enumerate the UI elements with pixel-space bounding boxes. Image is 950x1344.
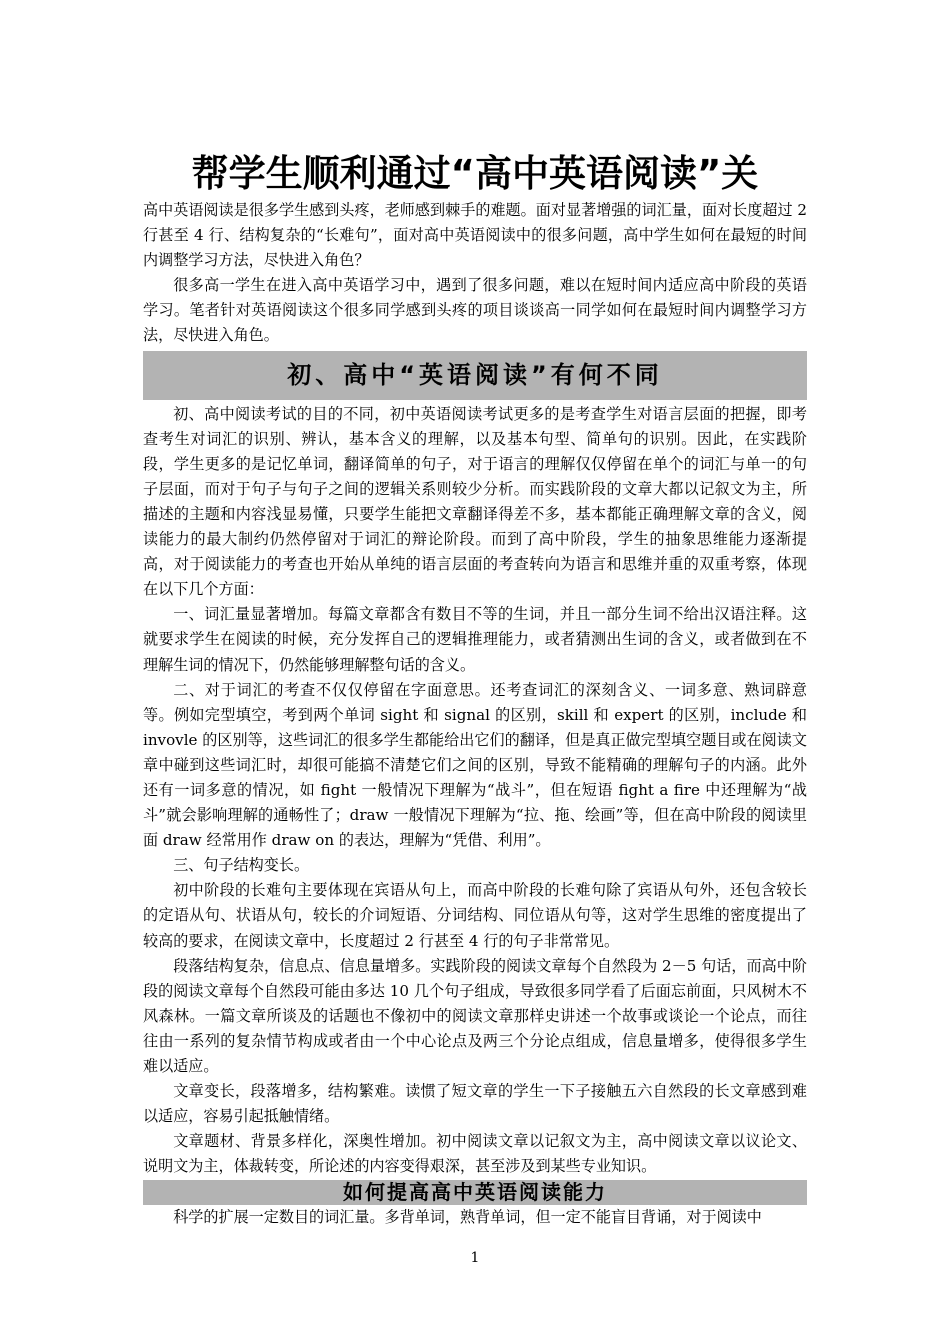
body-paragraph: 段落结构复杂，信息点、信息量增多。实践阶段的阅读文章每个自然段为 2－5 句话，而高中阶段的阅读文章每个自然段可能由多达 10 几个句子组成，导致很多同学看了后面忘前面，只风树木不风森林。一篇文章所谈及的话题也不像初中的阅读文章那样史讲述一个故事或谈论一个论点，而往往由一系列的复杂情节构成或者由一个中心论点及两三个分论点组成，信息量增多，使得很多学生难以适应。 — [143, 956, 807, 1075]
body-paragraph: 三、句子结构变长。 — [173, 856, 310, 875]
intro-paragraph: 很多高一学生在进入高中英语学习中，遇到了很多问题，难以在短时间内适应高中阶段的英语学习。笔者针对英语阅读这个很多同学感到头疼的项目谈谈高一同学如何在最短时间内调整学习方法，尽快进入角色。 — [143, 276, 807, 345]
document-title: 帮学生顺利通过“高中英语阅读”关 — [191, 152, 759, 195]
document-body — [143, 150, 807, 1231]
body-paragraph: 科学的扩展一定数目的词汇量。多背单词，熟背单词，但一定不能盲目背诵，对于阅读中 — [173, 1208, 762, 1227]
body-paragraph: 文章变长，段落增多，结构繁难。读惯了短文章的学生一下子接触五六自然段的长文章感到难以适应，容易引起抵触情绪。 — [143, 1082, 807, 1126]
body-paragraph: 初中阶段的长难句主要体现在宾语从句上，而高中阶段的长难句除了宾语从句外，还包含较长的定语从句、状语从句，较长的介词短语、分词结构、同位语从句等，这对学生思维的密度提出了较高的要求，在阅读文章中，长度超过 2 行甚至 4 行的句子非常常见。 — [143, 881, 807, 950]
page-number: 1 — [470, 1250, 480, 1266]
body-paragraph: 二、对于词汇的考查不仅仅停留在字面意思。还考查词汇的深刻含义、一词多意、熟词辟意等。例如完型填空，考到两个单词 sight 和 signal 的区别，skill 和 expert 的区别，include 和 invovle 的区别等，这些词汇的很多学生都能给出它们的翻译，但是真正做完型填空题目或在阅读文章中碰到这些词汇时，却很可能搞不清楚它们之间的区别，导致不能精确的理解句子的内涵。此外还有一词多意的情况，如 fight 一般情况下理解为“战斗”，但在短语 fight a fire 中还理解为“战斗”就会影响理解的通畅性了；draw 一般情况下理解为“拉、拖、绘画”等，但在高中阶段的阅读里面 draw 经常用作 draw on 的表达，理解为“凭借、利用”。 — [143, 680, 807, 850]
intro-paragraph: 高中英语阅读是很多学生感到头疼，老师感到棘手的难题。面对显著增强的词汇量，面对长度超过 2 行甚至 4 行、结构复杂的“长难句”，面对高中英语阅读中的很多问题，高中学生如何在最短的时间内调整学习方法，尽快进入角色？ — [143, 201, 807, 270]
body-paragraph: 一、词汇量显著增加。每篇文章都含有数目不等的生词，并且一部分生词不给出汉语注释。这就要求学生在阅读的时候，充分发挥自己的逻辑推理能力，或者猜测出生词的含义，或者做到在不理解生词的情况下，仍然能够理解整句话的含义。 — [143, 605, 807, 674]
body-paragraph: 文章题材、背景多样化，深奥性增加。初中阅读文章以记叙文为主，高中阅读文章以议论文、说明文为主，体裁转变，所论述的内容变得艰深，甚至涉及到某些专业知识。 — [143, 1132, 807, 1176]
section-heading-improve: 如何提高高中英语阅读能力 — [143, 1180, 807, 1205]
section-heading-differences: 初、高中“英语阅读”有何不同 — [143, 351, 807, 400]
body-paragraph: 初、高中阅读考试的目的不同，初中英语阅读考试更多的是考查学生对语言层面的把握，即考查考生对词汇的识别、辨认，基本含义的理解，以及基本句型、简单句的识别。因此，在实践阶段，学生更多的是记忆单词，翻译简单的句子，对于语言的理解仅仅停留在单个的词汇与单一的句子层面，而对于句子与句子之间的逻辑关系则较少分析。而实践阶段的文章大都以记叙文为主，所描述的主题和内容浅显易懂，只要学生能把文章翻译得差不多，基本都能正确理解文章的含义，阅读能力的最大制约仍然停留对于词汇的辩论阶段。而到了高中阶段，学生的抽象思维能力逐渐提高，对于阅读能力的考查也开始从单纯的语言层面的考查转向为语言和思维并重的双重考察，体现在以下几个方面： — [143, 404, 807, 599]
